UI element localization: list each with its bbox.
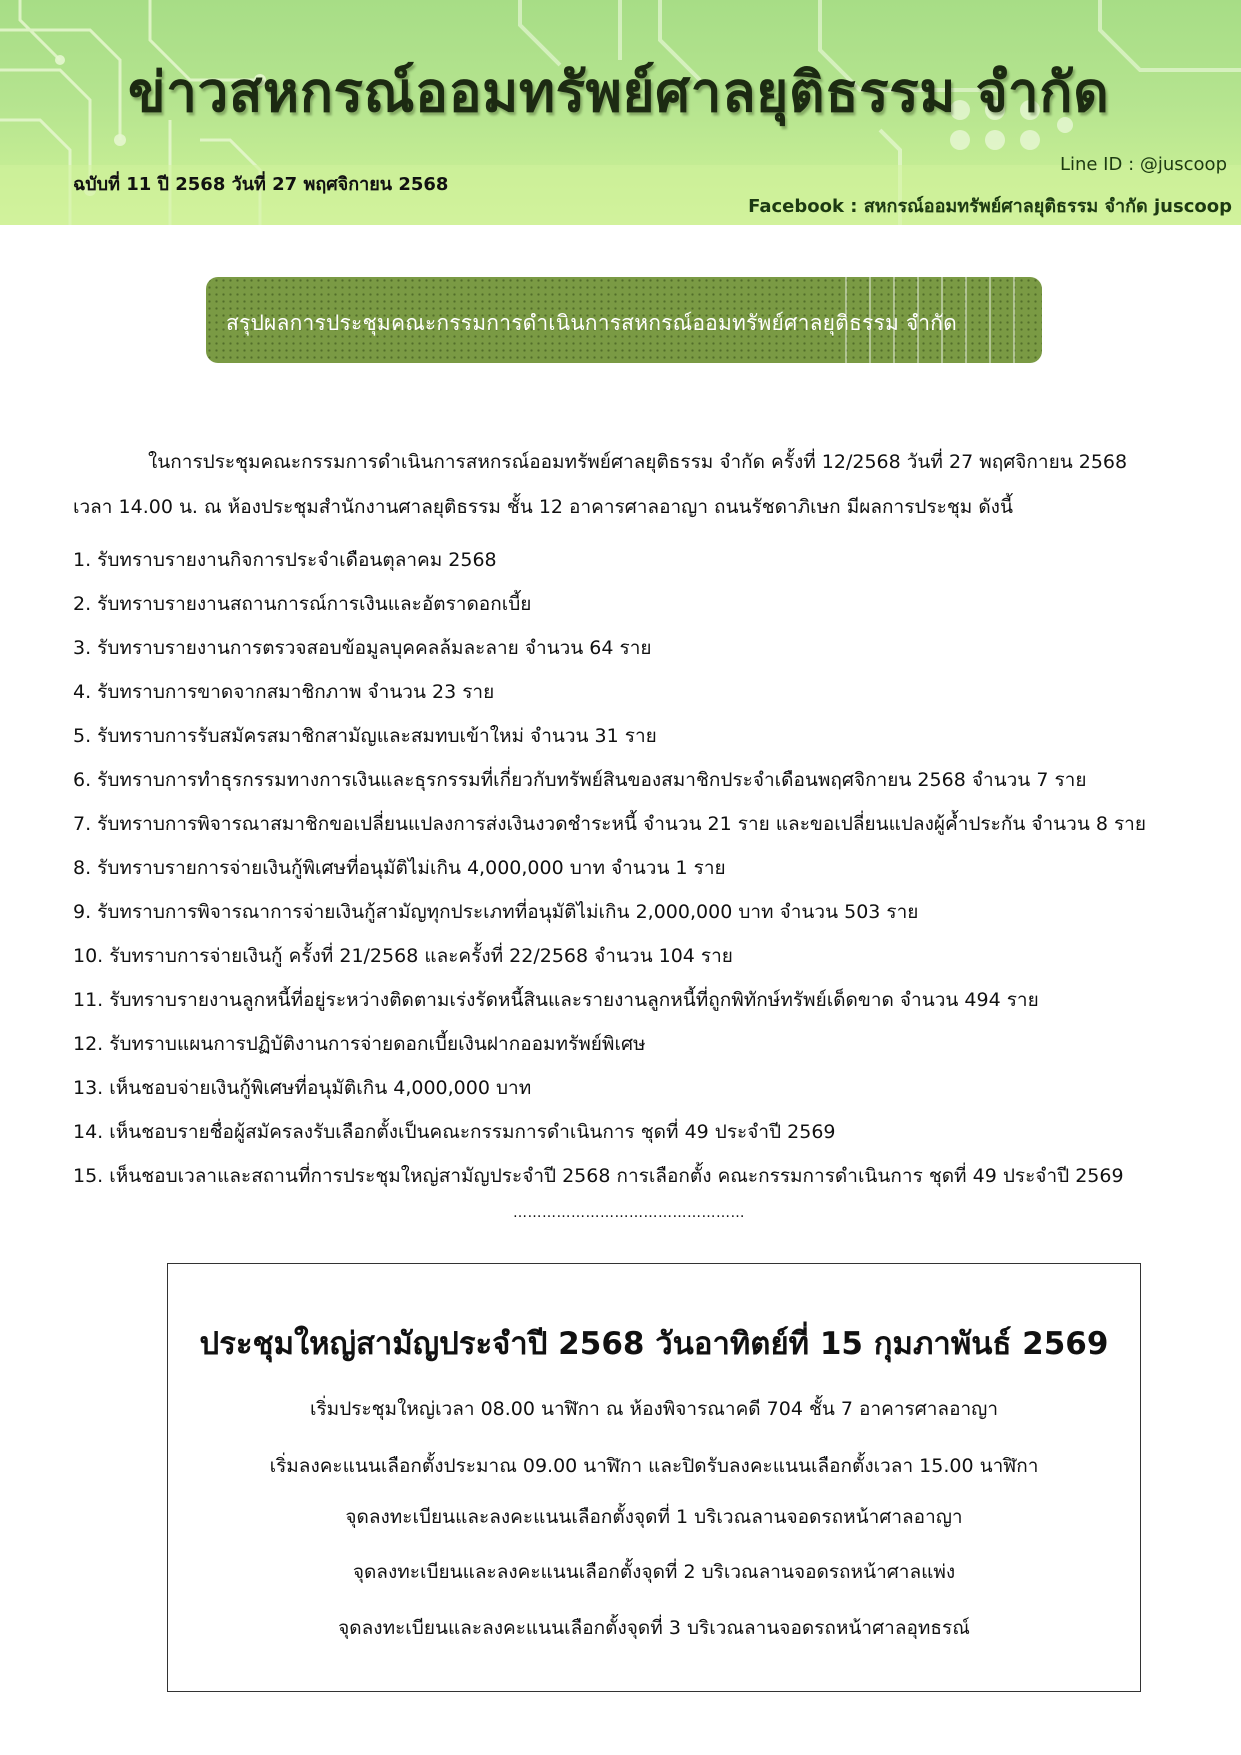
- newsletter-title: ข่าวสหกรณ์ออมทรัพย์ศาลยุติธรรม จำกัด: [128, 59, 1110, 124]
- intro-line-2: เวลา 14.00 น. ณ ห้องประชุมสำนักงานศาลยุติธรรม ชั้น 12 อาคารศาลอาญา ถนนรัชดาภิเษก มีผลการประชุม ดังนี้: [73, 496, 1013, 518]
- section-separator: …………………………………………: [513, 1205, 745, 1221]
- list-item: 1. รับทราบรายงานกิจการประจำเดือนตุลาคม 2568: [73, 549, 497, 571]
- list-item: 13. เห็นชอบจ่ายเงินกู้พิเศษที่อนุมัติเกิน 4,000,000 บาท: [73, 1077, 532, 1099]
- list-item: 3. รับทราบรายงานการตรวจสอบข้อมูลบุคคลล้มละลาย จำนวน 64 ราย: [73, 637, 652, 659]
- voting-time: เริ่มลงคะแนนเลือกตั้งประมาณ 09.00 นาฬิกา และปิดรับลงคะแนนเลือกตั้งเวลา 15.00 นาฬิกา: [269, 1455, 1039, 1477]
- summary-title-bar: [206, 277, 1042, 363]
- summary-title: สรุปผลการประชุมคณะกรรมการดำเนินการสหกรณ์ออมทรัพย์ศาลยุติธรรม จำกัด: [226, 311, 957, 335]
- list-item: 6. รับทราบการทำธุรกรรมทางการเงินและธุรกรรมที่เกี่ยวกับทรัพย์สินของสมาชิกประจำเดือนพฤศจิกายน 2568 จำนวน 7 ราย: [73, 769, 1087, 791]
- list-item: 11. รับทราบรายงานลูกหนี้ที่อยู่ระหว่างติดตามเร่งรัดหนี้สินและรายงานลูกหนี้ที่ถูกพิทักษ์ทรัพย์เด็ดขาด จำนวน 494 ราย: [73, 989, 1039, 1011]
- list-item: 7. รับทราบการพิจารณาสมาชิกขอเปลี่ยนแปลงการส่งเงินงวดชำระหนี้ จำนวน 21 ราย และขอเปลี่ยนแปลงผู้ค้ำประกัน จำนวน 8 ราย: [73, 813, 1146, 835]
- voting-point-1: จุดลงทะเบียนและลงคะแนนเลือกตั้งจุดที่ 1 บริเวณลานจอดรถหน้าศาลอาญา: [345, 1506, 963, 1528]
- list-item: 12. รับทราบแผนการปฏิบัติงานการจ่ายดอกเบี้ยเงินฝากออมทรัพย์พิเศษ: [73, 1033, 646, 1055]
- list-item: 4. รับทราบการขาดจากสมาชิกภาพ จำนวน 23 ราย: [73, 681, 495, 703]
- facebook-contact: Facebook : สหกรณ์ออมทรัพย์ศาลยุติธรรม จำกัด juscoop: [748, 196, 1232, 217]
- list-item: 15. เห็นชอบเวลาและสถานที่การประชุมใหญ่สามัญประจำปี 2568 การเลือกตั้ง คณะกรรมการดำเนินการ ชุดที่ 49 ประจำปี 2569: [73, 1165, 1124, 1187]
- list-item: 5. รับทราบการรับสมัครสมาชิกสามัญและสมทบเข้าใหม่ จำนวน 31 ราย: [73, 725, 657, 747]
- voting-point-3: จุดลงทะเบียนและลงคะแนนเลือกตั้งจุดที่ 3 บริเวณลานจอดรถหน้าศาลอุทธรณ์: [338, 1617, 970, 1639]
- resolution-list: [73, 538, 1183, 1198]
- intro-line-1: ในการประชุมคณะกรรมการดำเนินการสหกรณ์ออมทรัพย์ศาลยุติธรรม จำกัด ครั้งที่ 12/2568 วันที่ 27 พฤศจิกายน 2568: [148, 451, 1128, 473]
- header-banner: [0, 0, 1241, 225]
- list-item: 14. เห็นชอบรายชื่อผู้สมัครลงรับเลือกตั้งเป็นคณะกรรมการดำเนินการ ชุดที่ 49 ประจำปี 2569: [73, 1121, 836, 1143]
- voting-point-2: จุดลงทะเบียนและลงคะแนนเลือกตั้งจุดที่ 2 บริเวณลานจอดรถหน้าศาลแพ่ง: [352, 1561, 956, 1583]
- intro-paragraph: [73, 440, 1183, 530]
- annual-meeting-box: [167, 1263, 1141, 1692]
- list-item: 10. รับทราบการจ่ายเงินกู้ ครั้งที่ 21/2568 และครั้งที่ 22/2568 จำนวน 104 ราย: [73, 945, 733, 967]
- meeting-title: ประชุมใหญ่สามัญประจำปี 2568 วันอาทิตย์ที่ 15 กุมภาพันธ์ 2569: [199, 1326, 1109, 1362]
- list-item: 9. รับทราบการพิจารณาการจ่ายเงินกู้สามัญทุกประเภทที่อนุมัติไม่เกิน 2,000,000 บาท จำนวน 503 ราย: [73, 901, 919, 923]
- list-item: 8. รับทราบรายการจ่ายเงินกู้พิเศษที่อนุมัติไม่เกิน 4,000,000 บาท จำนวน 1 ราย: [73, 857, 726, 879]
- line-id-contact: Line ID : @juscoop: [1059, 154, 1227, 175]
- issue-info: ฉบับที่ 11 ปี 2568 วันที่ 27 พฤศจิกายน 2568: [73, 174, 449, 195]
- meeting-start-time: เริ่มประชุมใหญ่เวลา 08.00 นาฬิกา ณ ห้องพิจารณาคดี 704 ชั้น 7 อาคารศาลอาญา: [309, 1398, 999, 1420]
- list-item: 2. รับทราบรายงานสถานการณ์การเงินและอัตราดอกเบี้ย: [73, 593, 532, 615]
